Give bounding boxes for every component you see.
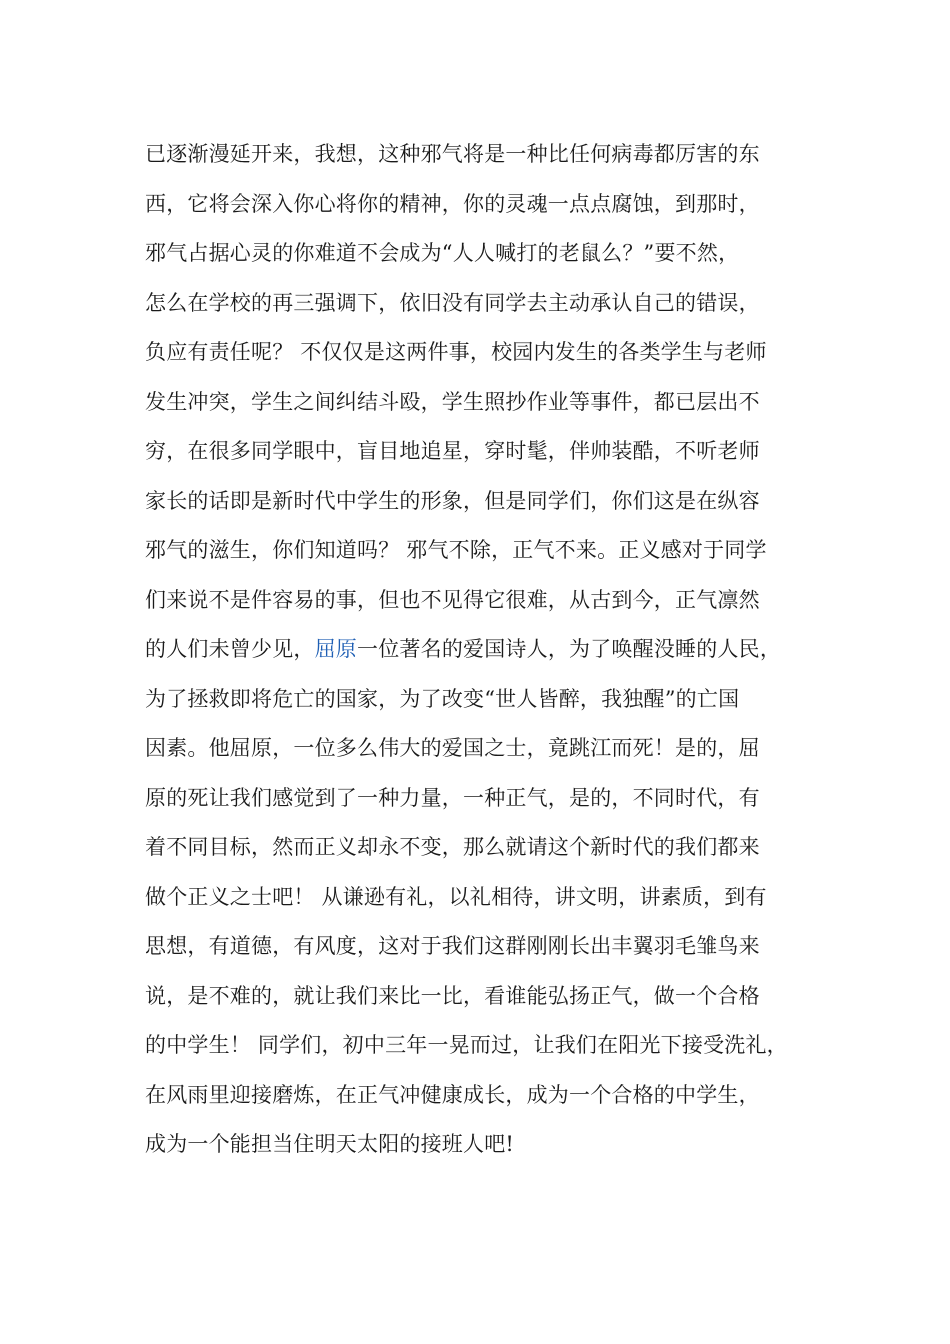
text-segment: 一位著名的爱国诗人，为了唤醒没睡的人民， bbox=[357, 637, 782, 661]
qu-yuan-link[interactable]: 屈原 bbox=[314, 637, 358, 661]
text-line: 家长的话即是新时代中学生的形象，但是同学们，你们这是在纵容 bbox=[145, 488, 760, 513]
text-line: 发生冲突，学生之间纠结斗殴，学生照抄作业等事件，都已层出不 bbox=[145, 389, 760, 414]
text-line: 做个正义之士吧！ 从谦逊有礼，以礼相待，讲文明，讲素质，到有 bbox=[145, 884, 767, 909]
text-line: 原的死让我们感觉到了一种力量，一种正气，是的，不同时代，有 bbox=[145, 785, 760, 810]
text-line: 为了拯救即将危亡的国家，为了改变“世人皆醉，我独醒”的亡国 bbox=[145, 686, 740, 711]
text-line: 怎么在学校的再三强调下，依旧没有同学去主动承认自己的错误， bbox=[145, 290, 760, 315]
text-line: 说，是不难的，就让我们来比一比，看谁能弘扬正气，做一个合格 bbox=[145, 983, 760, 1008]
text-line-with-link bbox=[145, 625, 825, 675]
text-line: 们来说不是件容易的事，但也不见得它很难，从古到今，正气凛然 bbox=[145, 587, 760, 612]
text-line: 西，它将会深入你心将你的精神，你的灵魂一点点腐蚀，到那时， bbox=[145, 191, 760, 216]
text-line: 邪气占据心灵的你难道不会成为“人人喊打的老鼠么？”要不然， bbox=[145, 241, 740, 265]
text-line: 着不同目标，然而正义却永不变，那么就请这个新时代的我们都来 bbox=[145, 835, 760, 859]
text-line: 因素。他屈原，一位多么伟大的爱国之士，竟跳江而死！是的，屈 bbox=[145, 736, 760, 760]
text-line: 穷，在很多同学眼中，盲目地追星，穿时髦，伴帅装酷，不听老师 bbox=[145, 439, 760, 463]
text-line: 的中学生！ 同学们，初中三年一晃而过，让我们在阳光下接受洗礼， bbox=[145, 1033, 788, 1057]
text-line: 负应有责任呢？ 不仅仅是这两件事，校园内发生的各类学生与老师 bbox=[145, 340, 767, 364]
text-line: 已逐渐漫延开来，我想，这种邪气将是一种比任何病毒都厉害的东 bbox=[145, 142, 760, 166]
text-line: 在风雨里迎接磨炼，在正气冲健康成长，成为一个合格的中学生， bbox=[145, 1082, 760, 1107]
text-line: 成为一个能担当住明天太阳的接班人吧! bbox=[145, 1132, 515, 1156]
text-line: 邪气的滋生，你们知道吗？ 邪气不除，正气不来。正义感对于同学 bbox=[145, 538, 767, 562]
text-segment: 的人们未曾少见， bbox=[145, 637, 315, 661]
text-line: 思想，有道德，有风度，这对于我们这群刚刚长出丰翼羽毛雏鸟来 bbox=[145, 934, 760, 958]
essay-body bbox=[145, 130, 825, 1170]
